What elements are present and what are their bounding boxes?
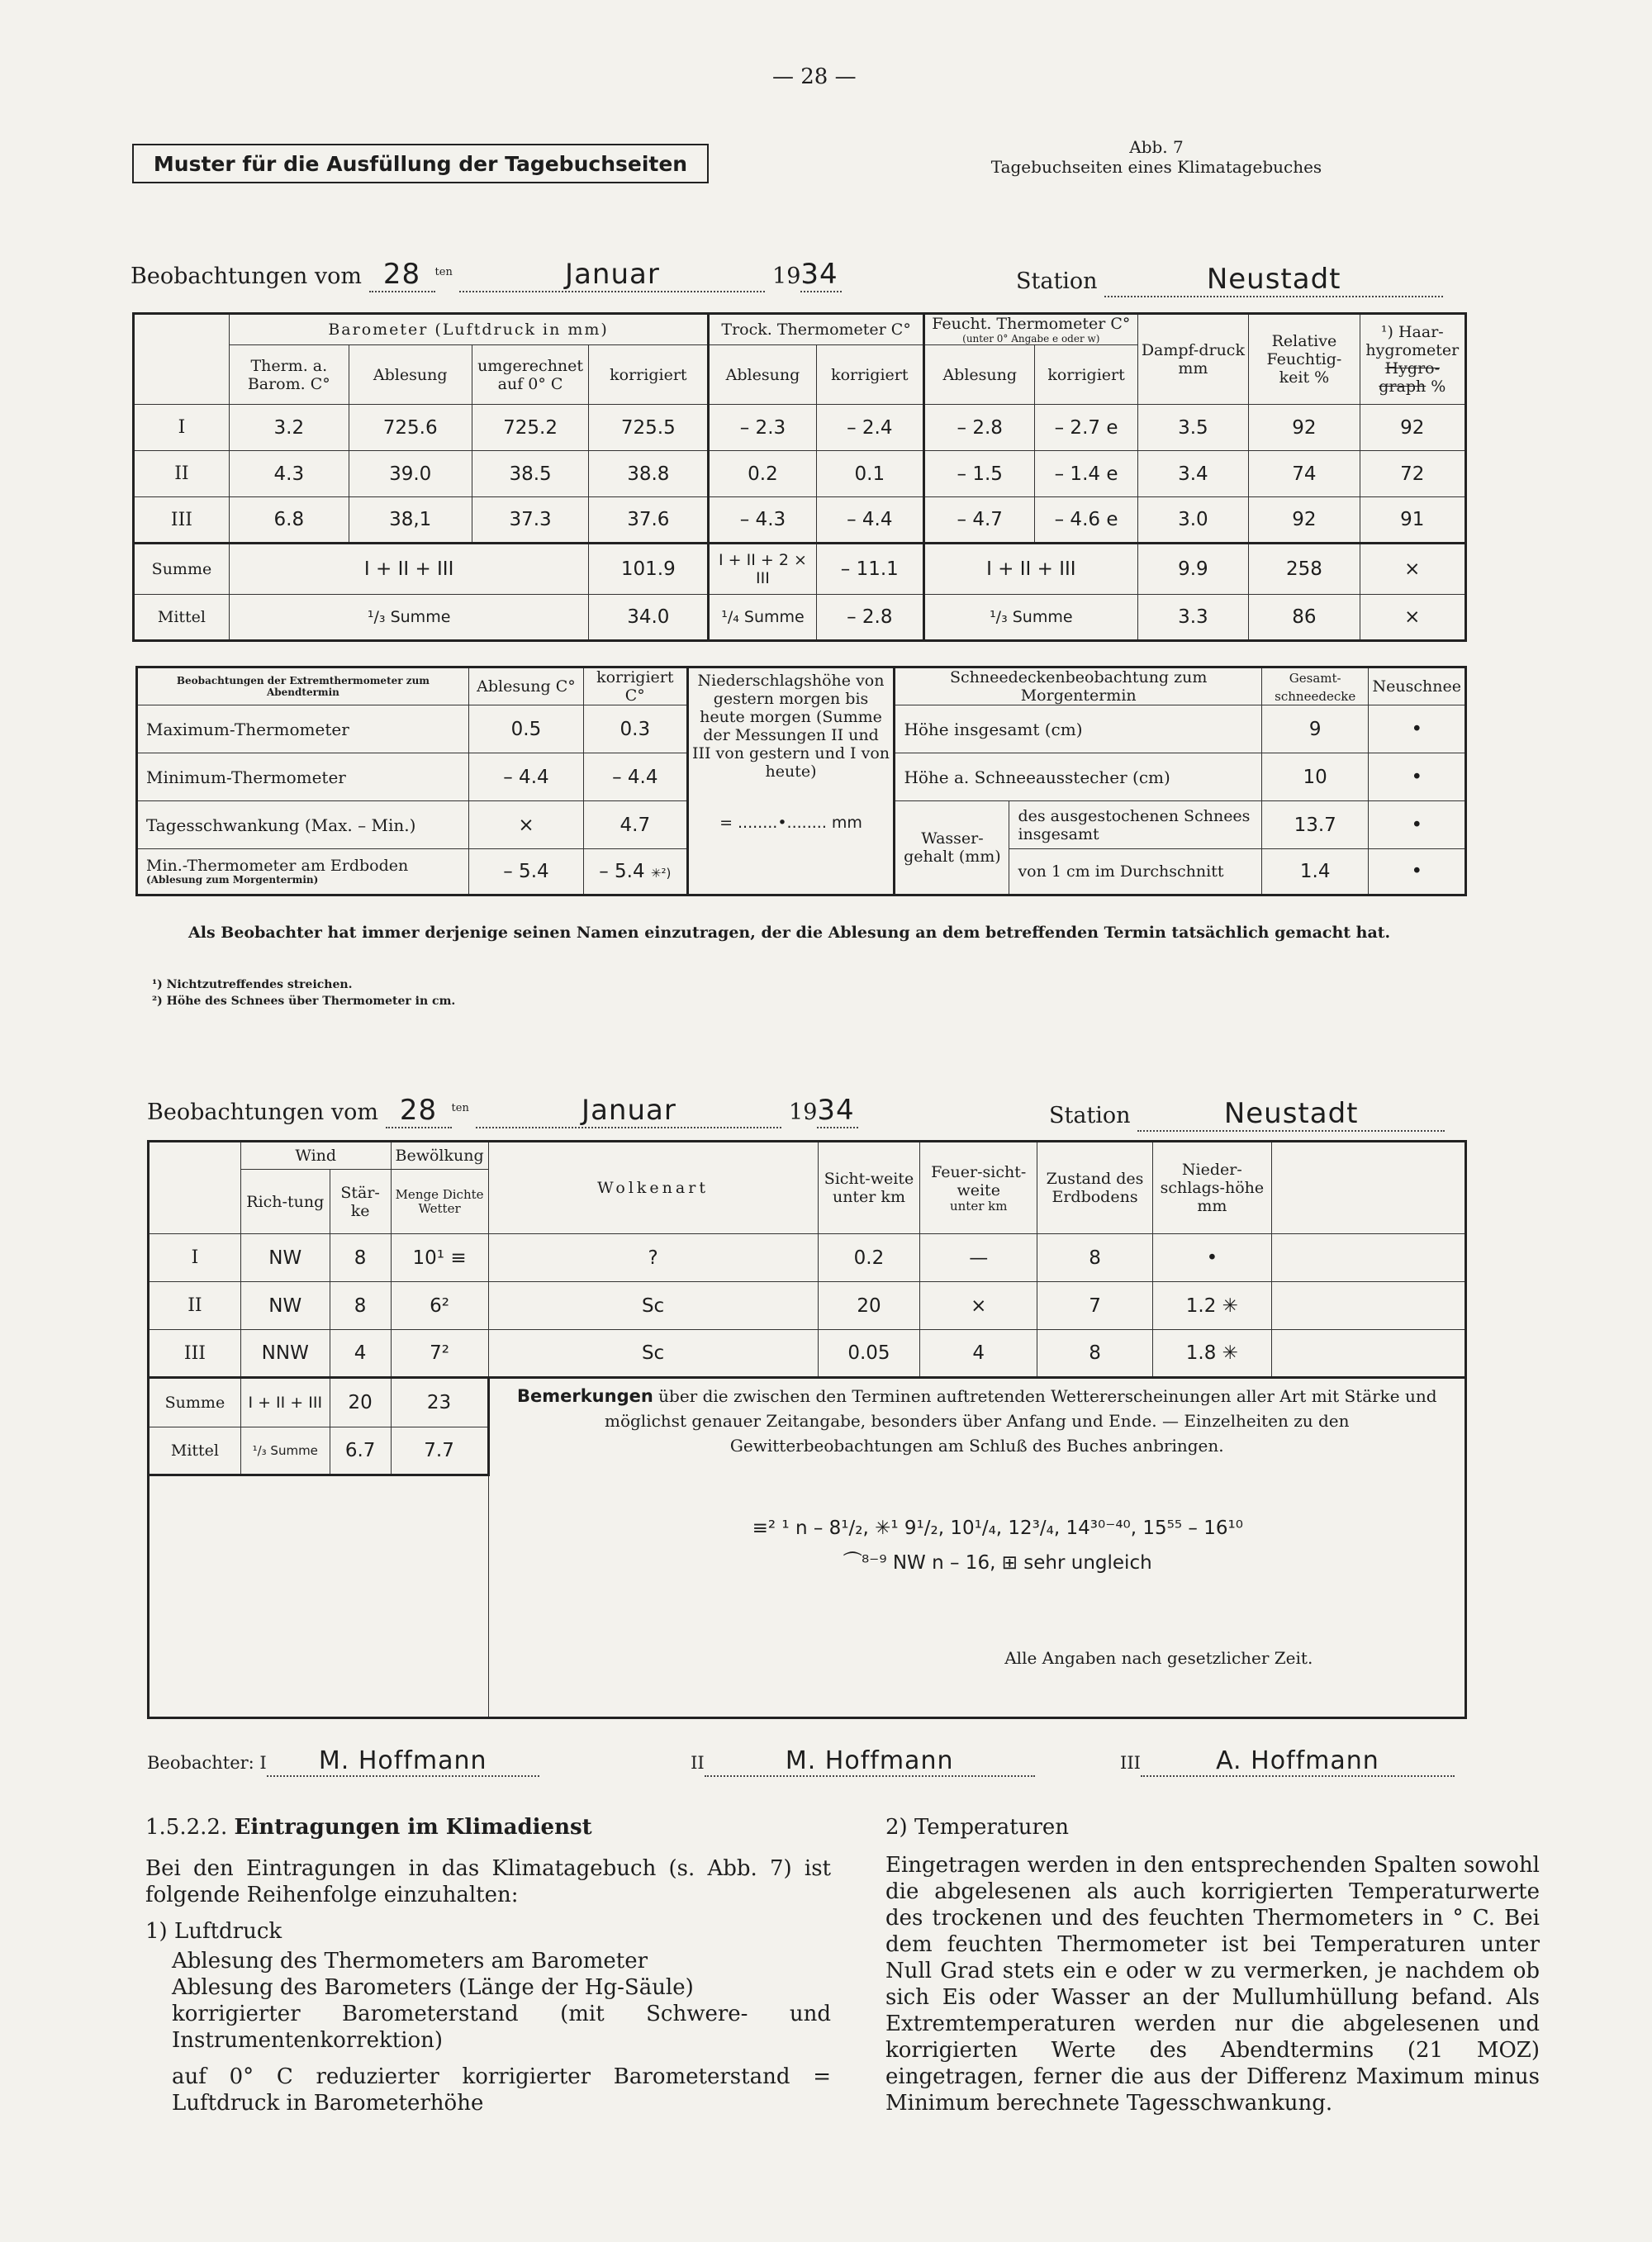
right-paragraph: Eingetragen werden in den entsprechenden Spalten sowohl die abgelesenen als auch korrigierten Temperaturwerte des trockenen und des feuchten Thermometers in ° C. Bei dem feuchten Thermometer ist bei Temperaturen unter Null Grad stets ein e oder w zu vermerken, je nachdem ob sich Eis oder Wasser an der Mullumhüllung befand. Als Extremtemperaturen werden nur die abgelesenen und korrigierten Werte des Abendtermins (21 MOZ) eingetragen, ferner die aus der Differenz Maximum minus Minimum berechnete Tagesschwankung. (885, 1853, 1540, 2116)
observer-name-1: M. Hoffmann (318, 1746, 487, 1775)
extrem-label: Minimum-Thermometer (137, 753, 469, 801)
footnote-2: ²) Höhe des Schnees über Thermometer in cm. (152, 995, 456, 1008)
trock-header: Trock. Thermometer C° (709, 314, 924, 345)
neu-header: Neuschnee (1369, 667, 1466, 705)
obs-prefix: Beobachtungen vom (131, 264, 362, 289)
hygro-struck: Hygro-graph (1379, 359, 1441, 396)
station-line-2 (1049, 1097, 1445, 1132)
cell: • (1369, 801, 1466, 849)
bemerkungen-title: Bemerkungen (516, 1386, 653, 1406)
summe-row (149, 1378, 1466, 1427)
cell: – 4.6 e (1035, 497, 1137, 544)
cell: – 4.4 (468, 753, 583, 801)
summe-label: Summe (149, 1378, 241, 1427)
mittel-row (134, 595, 1466, 641)
cell: – 5.4 (468, 849, 583, 895)
remark-line-1: ≡² ¹ n – 8¹/₂, ✳¹ 9¹/₂, 10¹/₄, 12³/₄, 14³⁰⁻⁴⁰, 15⁵⁵ – 16¹⁰ (752, 1518, 1243, 1539)
cell: 6.8 (229, 497, 349, 544)
cell: 0.05 (818, 1330, 920, 1378)
station-name: Neustadt (1223, 1097, 1359, 1130)
sicht-header: Sicht-weite unter km (818, 1142, 920, 1234)
section-heading (145, 1814, 831, 1841)
wasser-label: Wasser-gehalt (mm) (895, 801, 1009, 895)
mittel-bew: 7.7 (391, 1427, 488, 1475)
cell: 3.2 (229, 405, 349, 451)
barometer-header: Barometer (Luftdruck in mm) (229, 314, 708, 345)
obs-year: 34 (800, 258, 838, 291)
cell: – 2.4 (816, 405, 923, 451)
cell: • (1369, 705, 1466, 753)
observers-line (147, 1746, 1455, 1777)
mittel-korr: 34.0 (589, 595, 709, 641)
mittel-dampf: 3.3 (1137, 595, 1249, 641)
obs-year: 34 (817, 1094, 855, 1127)
feucht-note: (unter 0° Angabe e oder w) (962, 333, 1100, 344)
observer-name-2: M. Hoffmann (785, 1746, 954, 1775)
obs-year-prefix: 19 (789, 1100, 818, 1125)
observer-label-3: III (1120, 1753, 1141, 1773)
cell: 39.0 (349, 451, 472, 497)
cell: 0.2 (709, 451, 816, 497)
row-label: III (149, 1330, 241, 1378)
cell: 74 (1249, 451, 1360, 497)
figure-caption (942, 137, 1371, 177)
cell: – 4.4 (816, 497, 923, 544)
summe-row (134, 544, 1466, 595)
cell: 13.7 (1261, 801, 1369, 849)
cell: 0.1 (816, 451, 923, 497)
cell: 37.3 (472, 497, 589, 544)
row-label: II (149, 1282, 241, 1330)
summe-dampf: 9.9 (1137, 544, 1249, 595)
cell: 92 (1249, 497, 1360, 544)
right-column (885, 1814, 1540, 2116)
mittel-formula: ¹/₃ Summe (229, 595, 589, 641)
cell: 4 (330, 1330, 391, 1378)
gesamt-header-text: Gesamt-schneedecke (1275, 671, 1356, 704)
cell: 10 (1261, 753, 1369, 801)
mittel-trock-val: – 2.8 (816, 595, 923, 641)
nieder-header: Nieder-schlags-höhe mm (1152, 1142, 1271, 1234)
feuer-sub: unter km (949, 1198, 1008, 1214)
mittel-haar: × (1360, 595, 1465, 641)
observer-label-2: II (691, 1753, 705, 1773)
obs-year-prefix: 19 (772, 264, 801, 289)
cell: 4.3 (229, 451, 349, 497)
obs-month: Januar (565, 258, 660, 291)
section-number: 1.5.2.2. (145, 1815, 228, 1840)
table-row (134, 451, 1466, 497)
summe-formula: I + II + III (229, 544, 589, 595)
summe-trock-formula: I + II + 2 × III (709, 544, 816, 595)
feuer-header-text: Feuer-sicht-weite (931, 1162, 1027, 1199)
row-label: II (134, 451, 230, 497)
cell: 91 (1360, 497, 1465, 544)
left-list-item: Ablesung des Thermometers am Barometer (172, 1949, 648, 1974)
table-row (149, 1234, 1466, 1282)
summe-staerke: 20 (330, 1378, 391, 1427)
mittel-rel: 86 (1249, 595, 1360, 641)
extrem-header: Beobachtungen der Extremthermometer zum Abendtermin (137, 667, 469, 705)
cell: NW (240, 1282, 330, 1330)
extrem-label: Maximum-Thermometer (137, 705, 469, 753)
cell: – 4.7 (923, 497, 1035, 544)
summe-bew: 23 (391, 1378, 488, 1427)
table-row (134, 405, 1466, 451)
hoehe-ges-label: Höhe insgesamt (cm) (895, 705, 1261, 753)
obs-prefix: Beobachtungen vom (147, 1100, 378, 1125)
left-item-heading: 1) Luftdruck (145, 1919, 282, 1944)
snow-mark-icon: ✳²) (650, 866, 672, 881)
observer-name-3: A. Hoffmann (1216, 1746, 1379, 1775)
cell: 8 (330, 1282, 391, 1330)
haar-header-text: ¹) Haar-hygrometer (1365, 323, 1460, 359)
haar-header (1360, 314, 1465, 405)
obs-day: 28 (382, 258, 421, 291)
cell: 6² (391, 1282, 488, 1330)
cell: 38,1 (349, 497, 472, 544)
cell: 38.5 (472, 451, 589, 497)
cell: • (1369, 753, 1466, 801)
bemerkungen-intro (510, 1384, 1445, 1458)
muster-title: Muster für die Ausfüllung der Tagebuchseiten (132, 144, 709, 183)
feucht-ablesung-header: Ablesung (923, 345, 1035, 405)
cell: 3.5 (1137, 405, 1249, 451)
obs-line-2 (147, 1094, 858, 1128)
cell: 9 (1261, 705, 1369, 753)
trock-ablesung-header: Ablesung (709, 345, 816, 405)
cell: 10¹ ≡ (391, 1234, 488, 1282)
observer-label-1: Beobachter: I (147, 1753, 267, 1773)
row-label: I (149, 1234, 241, 1282)
cell: 7² (391, 1330, 488, 1378)
cell: – 2.3 (709, 405, 816, 451)
extrem-korr-header: korrigiert C° (584, 667, 688, 705)
remark-line-2: ⏜⁸⁻⁹ NW n – 16, ⊞ sehr ungleich (843, 1552, 1152, 1574)
niederschlag-text: Niederschlagshöhe von gestern morgen bis heute morgen (Summe der Messungen II und III von gestern und I von heute) (691, 672, 890, 781)
obs-day-suffix: ten (451, 1102, 469, 1114)
cell: 1.2 ✳ (1152, 1282, 1271, 1330)
feucht-header (923, 314, 1137, 345)
richtung-header: Rich-tung (240, 1170, 330, 1234)
row-label: I (134, 405, 230, 451)
cell: 37.6 (589, 497, 709, 544)
rel-header: Relative Feuchtig-keit % (1249, 314, 1360, 405)
climate-table-main (132, 312, 1467, 642)
wolkenart-header: Wolkenart (488, 1142, 818, 1234)
extrem-label: Tagesschwankung (Max. – Min.) (137, 801, 469, 849)
station-name: Neustadt (1206, 263, 1341, 296)
cell: 7 (1037, 1282, 1153, 1330)
feuer-header (920, 1142, 1037, 1234)
station-label: Station (1016, 268, 1098, 294)
cell: 92 (1360, 405, 1465, 451)
obs-day: 28 (399, 1094, 438, 1127)
page-number: — 28 — (772, 64, 857, 89)
left-list-item: korrigierter Barometerstand (mit Schwere- und Instrumentenkorrektion) (172, 2002, 831, 2053)
mittel-feucht-formula: ¹/₃ Summe (923, 595, 1137, 641)
cell: 725.6 (349, 405, 472, 451)
percent-sign: % (1431, 378, 1446, 396)
zeit-note: Alle Angaben nach gesetzlicher Zeit. (1004, 1648, 1313, 1668)
bewoelkung-header: Bewölkung (391, 1142, 488, 1170)
cell: 8 (1037, 1330, 1153, 1378)
cell: 8 (330, 1234, 391, 1282)
ablesung-header: Ablesung (349, 345, 472, 405)
cell: — (920, 1234, 1037, 1282)
mittel-label: Mittel (149, 1427, 241, 1475)
bemerkungen-box (488, 1378, 1465, 1718)
summe-formula: I + II + III (240, 1378, 330, 1427)
cell: 0.3 (584, 705, 688, 753)
erdboden-sub: (Ablesung zum Morgentermin) (146, 874, 319, 886)
zustand-header: Zustand des Erdbodens (1037, 1142, 1153, 1234)
cell: 72 (1360, 451, 1465, 497)
right-item-heading: 2) Temperaturen (885, 1815, 1070, 1840)
row-label: III (134, 497, 230, 544)
section-title: Eintragungen im Klimadienst (234, 1815, 592, 1840)
observer-note: Als Beobachter hat immer derjenige seinen Namen einzutragen, der die Ablesung an dem betreffenden Termin tatsächlich gemacht hat. (188, 924, 1391, 942)
cell: NNW (240, 1330, 330, 1378)
cell: NW (240, 1234, 330, 1282)
erdboden-label (137, 849, 469, 895)
trock-korr-header: korrigiert (816, 345, 923, 405)
cell: × (468, 801, 583, 849)
hoehe-aus-label: Höhe a. Schneeausstecher (cm) (895, 753, 1261, 801)
erdboden-label-text: Min.-Thermometer am Erdboden (146, 857, 409, 875)
cell (584, 849, 688, 895)
cell: 1.4 (1261, 849, 1369, 895)
mittel-staerke: 6.7 (330, 1427, 391, 1475)
extrem-abl-header: Ablesung C° (468, 667, 583, 705)
obs-line-1 (131, 258, 842, 292)
table-row (149, 1282, 1466, 1330)
cell: 3.0 (1137, 497, 1249, 544)
cell: 92 (1249, 405, 1360, 451)
summe-korr: 101.9 (589, 544, 709, 595)
summe-feucht-formula: I + II + III (923, 544, 1137, 595)
therm-baro-header: Therm. a. Barom. C° (229, 345, 349, 405)
cell: 8 (1037, 1234, 1153, 1282)
table-row (149, 1330, 1466, 1378)
cell: • (1369, 849, 1466, 895)
umgerechnet-header: umgerechnet auf 0° C (472, 345, 589, 405)
feucht-header-text: Feucht. Thermometer C° (932, 315, 1131, 333)
gesamt-header (1261, 667, 1369, 705)
extremes-table (135, 666, 1467, 896)
weather-table (147, 1140, 1467, 1719)
summe-haar: × (1360, 544, 1465, 595)
cell: – 1.5 (923, 451, 1035, 497)
station-label: Station (1049, 1103, 1131, 1128)
cell: – 4.4 (584, 753, 688, 801)
cell: 1.8 ✳ (1152, 1330, 1271, 1378)
left-list-item: auf 0° C reduzierter korrigierter Barometerstand = Luftdruck in Barometerhöhe (172, 2064, 831, 2116)
cell: • (1152, 1234, 1271, 1282)
mittel-formula: ¹/₃ Summe (240, 1427, 330, 1475)
cell: 725.5 (589, 405, 709, 451)
niederschlag-value: = ........•........ mm (719, 814, 862, 832)
erdboden-korr: – 5.4 (599, 861, 645, 882)
cell: 0.5 (468, 705, 583, 753)
cell: 725.2 (472, 405, 589, 451)
summe-label: Summe (134, 544, 230, 595)
cell: ? (488, 1234, 818, 1282)
cell: Sc (488, 1282, 818, 1330)
cell: – 2.8 (923, 405, 1035, 451)
mittel-trock-formula: ¹/₄ Summe (709, 595, 816, 641)
obs-month: Januar (582, 1094, 676, 1127)
cell: × (920, 1282, 1037, 1330)
menge-header: Menge Dichte Wetter (391, 1170, 488, 1234)
wind-header: Wind (240, 1142, 391, 1170)
cell: – 4.3 (709, 497, 816, 544)
cell: Sc (488, 1330, 818, 1378)
korrigiert-header: korrigiert (589, 345, 709, 405)
left-column (145, 1814, 831, 2116)
wasser-1-label: des ausgestochenen Schnees insgesamt (1009, 801, 1261, 849)
schnee-header: Schneedeckenbeobachtung zum Morgentermin (895, 667, 1261, 705)
dampf-header: Dampf-druck mm (1137, 314, 1249, 405)
bemerkungen-text: über die zwischen den Terminen auftretenden Wettererscheinungen aller Art mit Stärke und möglichst genauer Zeitangabe, besonders über Anfang und Ende. — Einzelheiten zu den Gewitterbeobachtungen am Schluß des Buches anbringen. (605, 1386, 1437, 1456)
table-row (134, 497, 1466, 544)
footnote-1: ¹) Nichtzutreffendes streichen. (152, 978, 353, 991)
figure-label: Abb. 7 (1129, 137, 1184, 157)
mittel-label: Mittel (134, 595, 230, 641)
feucht-korr-header: korrigiert (1035, 345, 1137, 405)
left-list-item: Ablesung des Barometers (Länge der Hg-Säule) (172, 1975, 694, 2000)
cell: 20 (818, 1282, 920, 1330)
cell: 0.2 (818, 1234, 920, 1282)
summe-trock-val: – 11.1 (816, 544, 923, 595)
cell: 38.8 (589, 451, 709, 497)
cell: 4 (920, 1330, 1037, 1378)
niederschlag-cell (687, 667, 895, 895)
figure-caption-text: Tagebuchseiten eines Klimatagebuches (990, 157, 1322, 177)
cell: – 1.4 e (1035, 451, 1137, 497)
cell: 3.4 (1137, 451, 1249, 497)
staerke-header: Stär-ke (330, 1170, 391, 1234)
wasser-2-label: von 1 cm im Durchschnitt (1009, 849, 1261, 895)
left-list (145, 1948, 831, 2116)
left-paragraph: Bei den Eintragungen in das Klimatagebuch (s. Abb. 7) ist folgende Reihenfolge einzuhalten: (145, 1856, 831, 1907)
cell: – 2.7 e (1035, 405, 1137, 451)
obs-day-suffix: ten (434, 266, 453, 278)
cell: 4.7 (584, 801, 688, 849)
summe-rel: 258 (1249, 544, 1360, 595)
station-line-1 (1016, 263, 1443, 297)
